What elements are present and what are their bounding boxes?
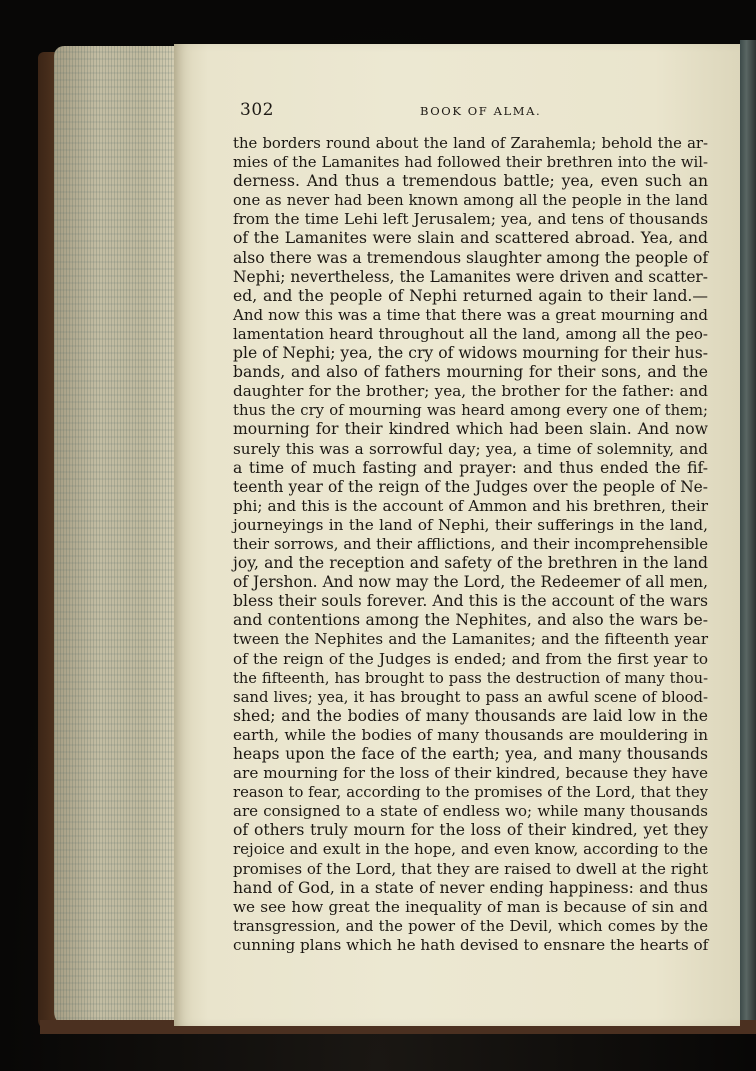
text-line: And now this was a time that there was a great mourning and — [233, 305, 708, 324]
text-line: cunning plans which he hath devised to ensnare the hearts of — [233, 935, 709, 954]
text-line: shed; and the bodies of many thousands are laid low in the — [233, 706, 708, 725]
text-line: also there was a tremendous slaughter among the people of — [233, 248, 709, 267]
text-line: tween the Nephites and the Lamanites; and the fifteenth year — [233, 630, 708, 649]
page-edges — [54, 46, 182, 1026]
text-line: Nephi; nevertheless, the Lamanites were driven and scatter- — [233, 267, 708, 286]
text-line: transgression, and the power of the Devil, which comes by the — [233, 917, 708, 935]
page-header — [240, 100, 680, 124]
text-line: sand lives; yea, it has brought to pass an awful scene of blood- — [233, 688, 708, 706]
text-line: one as never had been known among all the people in the land — [233, 192, 708, 210]
text-line: joy, and the reception and safety of the brethren in the land — [233, 554, 708, 573]
text-line: are mourning for the loss of their kindred, because they have — [233, 764, 708, 783]
text-line: bands, and also of fathers mourning for their sons, and the — [233, 363, 708, 382]
text-line: promises of the Lord, that they are raised to dwell at the right — [233, 859, 708, 878]
text-line: phi; and this is the account of Ammon and his brethren, their — [233, 496, 708, 515]
text-line: of the Lamanites were slain and scattered abroad. Yea, and — [233, 229, 708, 248]
running-head: BOOK OF ALMA. — [420, 104, 542, 118]
text-line: hand of God, in a state of never ending happiness: and thus — [233, 878, 708, 897]
text-line: reason to fear, according to the promises of the Lord, that they — [233, 784, 708, 802]
text-line: thus the cry of mourning was heard among every one of them; — [233, 402, 708, 420]
text-line: mourning for their kindred which had been slain. And now — [233, 420, 708, 439]
text-line: ple of Nephi; yea, the cry of widows mourning for their hus- — [233, 344, 708, 363]
text-line: of others truly mourn for the loss of their kindred, yet they — [233, 821, 708, 840]
facing-page-edge — [740, 40, 756, 1030]
text-line: the borders round about the land of Zarahemla; behold the ar- — [233, 135, 708, 152]
text-line: are consigned to a state of endless wo; while many thousands — [233, 802, 708, 821]
page-number: 302 — [240, 100, 274, 120]
text-line: earth, while the bodies of many thousands are mouldering in — [233, 725, 708, 744]
text-line: heaps upon the face of the earth; yea, and many thousands — [233, 745, 708, 763]
text-line: journeyings in the land of Nephi, their sufferings in the land, — [233, 515, 708, 534]
text-line: teenth year of the reign of the Judges over the people of Ne- — [233, 477, 708, 496]
text-line: of Jershon. And now may the Lord, the Redeemer of all men, — [233, 573, 708, 592]
text-line: the fifteenth, has brought to pass the destruction of many thou- — [233, 669, 708, 687]
text-line: derness. And thus a tremendous battle; yea, even such an — [233, 172, 708, 191]
text-line: lamentation heard throughout all the land, among all the peo- — [233, 324, 708, 343]
text-line: rejoice and exult in the hope, and even know, according to the — [233, 840, 708, 859]
text-line: surely this was a sorrowful day; yea, a time of solemnity, and — [233, 439, 708, 458]
text-line: we see how great the inequality of man is because of sin and — [233, 897, 708, 916]
text-line: mies of the Lamanites had followed their brethren into the wil- — [233, 154, 708, 172]
text-line: of the reign of the Judges is ended; and from the first year to — [233, 649, 708, 668]
text-line: bless their souls forever. And this is the account of the wars — [233, 592, 708, 611]
text-line: their sorrows, and their afflictions, and their incomprehensible — [233, 535, 708, 553]
text-line: from the time Lehi left Jerusalem; yea, and tens of thousands — [233, 210, 708, 229]
text-line: ed, and the people of Nephi returned again to their land.— — [233, 286, 708, 305]
text-line: a time of much fasting and prayer: and thus ended the fif- — [233, 458, 708, 477]
text-line: and contentions among the Nephites, and also the wars be- — [233, 611, 708, 630]
body-text — [233, 134, 708, 955]
text-line: daughter for the brother; yea, the brother for the father: and — [233, 382, 708, 401]
